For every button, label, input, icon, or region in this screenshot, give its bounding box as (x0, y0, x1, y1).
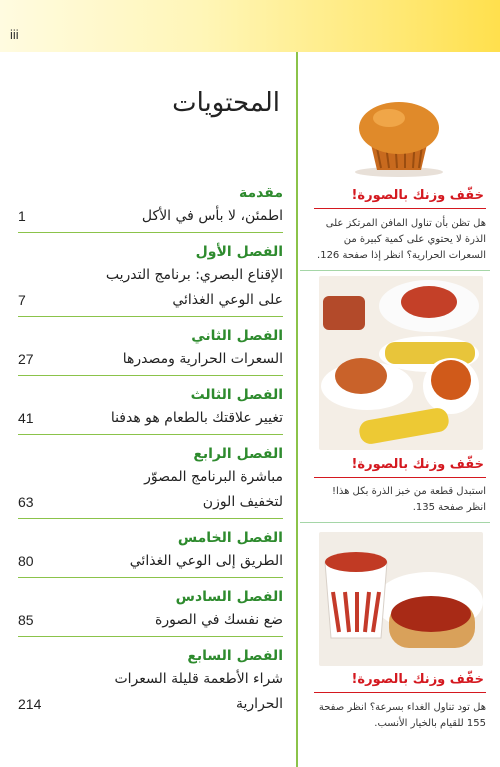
sidebar-text-line: هل تود تناول الغداء بسرعة؟ انظر صفحة (318, 702, 486, 713)
corn-bread-photo (319, 276, 483, 450)
toc-entry (18, 527, 283, 578)
toc-line-text: الحرارية (236, 696, 283, 712)
chapter-heading: الفصل السادس (175, 589, 283, 605)
divider (18, 316, 283, 317)
sidebar-text-line: السعرات الحرارية؟ انظر إذا صفحة 126. (317, 250, 486, 261)
column-divider (296, 52, 298, 767)
toc-line-text: الطريق إلى الوعي الغذائي (129, 553, 283, 569)
toc-line-text: الإقناع البصري: برنامج التدريب (105, 267, 283, 283)
toc-page-number: 63 (18, 494, 34, 510)
toc-page-number: 27 (18, 351, 34, 367)
divider (18, 518, 283, 519)
toc-line-text: شراء الأطعمة قليلة السعرات (114, 671, 283, 687)
toc-page-number: 7 (18, 292, 26, 308)
chapter-heading: الفصل الخامس (177, 530, 283, 546)
chapter-heading: الفصل الثاني (191, 328, 283, 344)
toc-entry (18, 182, 283, 233)
sidebar-text (314, 484, 486, 516)
page-number: iii (10, 27, 19, 42)
divider (18, 434, 283, 435)
toc-entry (18, 443, 283, 519)
toc-line[interactable] (18, 465, 283, 490)
sidebar-heading: خفّف وزنك بالصورة! (351, 672, 484, 687)
divider (18, 577, 283, 578)
toc-page-number: 41 (18, 410, 34, 426)
toc-line[interactable] (18, 204, 283, 229)
divider (300, 270, 490, 271)
chapter-heading: الفصل الرابع (193, 446, 283, 462)
sidebar-text-line: 155 للقيام بالخيار الأنسب. (374, 718, 486, 729)
chili-photo (319, 532, 483, 666)
divider (300, 522, 490, 523)
sidebar-heading: خفّف وزنك بالصورة! (351, 457, 484, 472)
chapter-heading: الفصل الثالث (190, 387, 283, 403)
sidebar-text (314, 216, 486, 264)
toc-title: المحتويات (172, 88, 280, 118)
toc-line[interactable] (18, 406, 283, 431)
sidebar-text-line: هل تظن بأن تناول المافن المرتكز على (325, 218, 486, 229)
divider (18, 636, 283, 637)
toc-line-text: السعرات الحرارية ومصدرها (122, 351, 283, 367)
toc-line-text: تغيير علاقتك بالطعام هو هدفنا (110, 410, 283, 426)
toc-list (18, 182, 283, 717)
divider (314, 477, 486, 478)
muffin-photo (319, 88, 479, 178)
chapter-heading: الفصل الأول (195, 244, 283, 260)
toc-page-number: 214 (18, 696, 42, 712)
toc-page-number: 1 (18, 208, 26, 224)
toc-entry (18, 645, 283, 717)
toc-line[interactable] (18, 263, 283, 288)
sidebar-text-line: استبدل قطعة من خبز الذرة بكل هذا! (332, 486, 486, 497)
divider (314, 208, 486, 209)
toc-page-number: 80 (18, 553, 34, 569)
toc-line-text: لتخفيف الوزن (202, 494, 283, 510)
sidebar-heading: خفّف وزنك بالصورة! (351, 188, 484, 203)
chapter-heading: الفصل السابع (187, 648, 283, 664)
toc-line[interactable] (18, 608, 283, 633)
toc-line[interactable] (18, 490, 283, 515)
sidebar-text (314, 700, 486, 732)
divider (314, 692, 486, 693)
sidebar-text-line: انظر صفحة 135. (412, 502, 486, 513)
divider (18, 232, 283, 233)
toc-entry (18, 586, 283, 637)
sidebar-text-line: الذرة لا يحتوي على كمية كبيرة من (343, 234, 486, 245)
toc-line-text: مباشرة البرنامج المصوّر (144, 469, 283, 485)
toc-entry (18, 241, 283, 317)
toc-line[interactable] (18, 667, 283, 692)
toc-line-text: ضع نفسك في الصورة (155, 612, 283, 628)
header-band (0, 0, 500, 52)
toc-line[interactable] (18, 549, 283, 574)
toc-entry (18, 325, 283, 376)
toc-line[interactable] (18, 692, 283, 717)
toc-line[interactable] (18, 347, 283, 372)
toc-entry (18, 384, 283, 435)
toc-line-text: على الوعي الغذائي (172, 292, 283, 308)
chapter-heading: مقدمة (239, 185, 283, 201)
toc-line[interactable] (18, 288, 283, 313)
divider (18, 375, 283, 376)
toc-page-number: 85 (18, 612, 34, 628)
toc-line-text: اطمئن، لا بأس في الأكل (141, 208, 283, 224)
